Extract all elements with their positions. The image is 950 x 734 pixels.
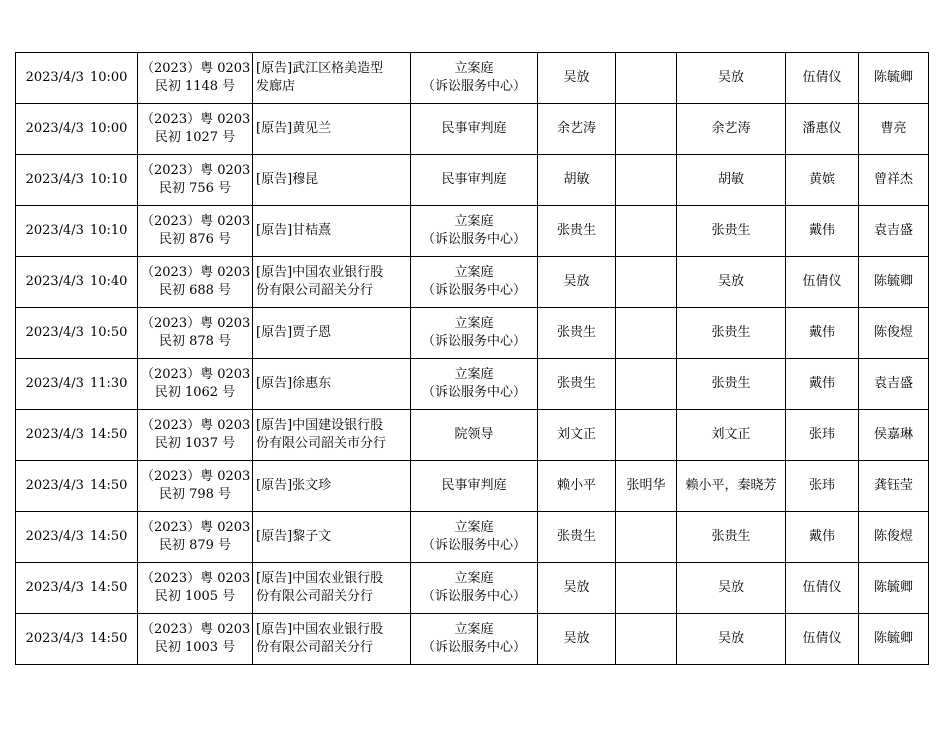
- party-line1: [原告]中国农业银行股: [256, 571, 384, 586]
- party-line1: [原告]武江区格美造型: [256, 61, 384, 76]
- case-number-line1: （2023）粤 0203: [141, 469, 251, 484]
- case-number-cell: [138, 308, 253, 359]
- department-line2: （诉讼服务中心）: [421, 385, 526, 400]
- hearing-date: 2023/4/3: [25, 70, 84, 85]
- recorder: 龚钰莹: [873, 478, 913, 493]
- hearing-date: 2023/4/3: [25, 478, 84, 493]
- hearing-schedule-body: [16, 53, 929, 665]
- panel-members-cell: [677, 563, 786, 614]
- hearing-time: 14:50: [89, 631, 128, 646]
- presiding-judge: 吴放: [563, 580, 590, 595]
- party-line1: [原告]贾子恩: [256, 325, 332, 340]
- hearing-time: 10:10: [89, 223, 128, 238]
- department-line1: 立案庭: [454, 214, 494, 229]
- party-line1: [原告]中国农业银行股: [256, 622, 384, 637]
- panel-members: 刘文正: [711, 427, 751, 442]
- clerk: 戴伟: [808, 529, 835, 544]
- department-cell: [411, 410, 538, 461]
- presiding-judge-cell: [538, 206, 616, 257]
- presiding-judge: 张贵生: [556, 376, 596, 391]
- panel-members: 余艺涛: [711, 121, 751, 136]
- table-row: [16, 614, 929, 665]
- presiding-judge-cell: [538, 614, 616, 665]
- hearing-time: 10:00: [89, 70, 128, 85]
- assessor-cell: [616, 155, 677, 206]
- party-cell: [253, 155, 411, 206]
- panel-members-cell: [677, 461, 786, 512]
- clerk-cell: [786, 104, 859, 155]
- case-number-cell: [138, 461, 253, 512]
- case-number-line1: （2023）粤 0203: [141, 61, 251, 76]
- party-line1: [原告]中国建设银行股: [256, 418, 384, 433]
- recorder-cell: [859, 308, 929, 359]
- department-line1: 院领导: [454, 427, 494, 442]
- department-line2: （诉讼服务中心）: [421, 589, 526, 604]
- hearing-time: 10:00: [89, 121, 128, 136]
- presiding-judge: 胡敏: [563, 172, 590, 187]
- presiding-judge: 赖小平: [556, 478, 596, 493]
- hearing-datetime-cell: [16, 512, 138, 563]
- party-cell: [253, 512, 411, 563]
- department-line1: 立案庭: [454, 265, 494, 280]
- recorder: 陈毓卿: [873, 631, 913, 646]
- panel-members-cell: [677, 104, 786, 155]
- case-number-cell: [138, 53, 253, 104]
- presiding-judge: 吴放: [563, 70, 590, 85]
- case-number-line2: 民初 879 号: [158, 538, 232, 553]
- recorder-cell: [859, 257, 929, 308]
- party-line1: [原告]黎子文: [256, 529, 332, 544]
- party-cell: [253, 257, 411, 308]
- presiding-judge: 张贵生: [556, 325, 596, 340]
- presiding-judge-cell: [538, 308, 616, 359]
- party-cell: [253, 104, 411, 155]
- presiding-judge-cell: [538, 155, 616, 206]
- panel-members-cell: [677, 53, 786, 104]
- department-line1: 立案庭: [454, 571, 494, 586]
- party-cell: [253, 410, 411, 461]
- department-line2: （诉讼服务中心）: [421, 79, 526, 94]
- recorder: 侯嘉琳: [873, 427, 913, 442]
- department-cell: [411, 104, 538, 155]
- case-number-cell: [138, 410, 253, 461]
- panel-members: 张贵生: [711, 376, 751, 391]
- department-cell: [411, 563, 538, 614]
- recorder: 陈毓卿: [873, 580, 913, 595]
- party-cell: [253, 53, 411, 104]
- recorder: 曹亮: [880, 121, 907, 136]
- party-line2: 份有限公司韶关分行: [256, 283, 374, 298]
- presiding-judge-cell: [538, 410, 616, 461]
- hearing-date: 2023/4/3: [25, 223, 84, 238]
- recorder-cell: [859, 410, 929, 461]
- clerk-cell: [786, 257, 859, 308]
- clerk: 潘惠仪: [802, 121, 842, 136]
- panel-members-cell: [677, 206, 786, 257]
- hearing-datetime-cell: [16, 410, 138, 461]
- case-number-line1: （2023）粤 0203: [141, 367, 251, 382]
- department-line2: （诉讼服务中心）: [421, 283, 526, 298]
- clerk: 伍倩仪: [802, 70, 842, 85]
- hearing-time: 10:50: [89, 325, 128, 340]
- case-number-line1: （2023）粤 0203: [141, 520, 251, 535]
- hearing-time: 14:50: [89, 529, 128, 544]
- panel-members: 胡敏: [717, 172, 744, 187]
- presiding-judge: 张贵生: [556, 529, 596, 544]
- department-cell: [411, 206, 538, 257]
- department-line1: 立案庭: [454, 316, 494, 331]
- hearing-time: 14:50: [89, 427, 128, 442]
- table-row: [16, 461, 929, 512]
- table-row: [16, 206, 929, 257]
- department-line1: 立案庭: [454, 622, 494, 637]
- case-number-line2: 民初 878 号: [158, 334, 232, 349]
- assessor-cell: [616, 410, 677, 461]
- assessor-cell: [616, 308, 677, 359]
- department-line1: 民事审判庭: [441, 121, 507, 136]
- clerk-cell: [786, 155, 859, 206]
- panel-members: 吴放: [717, 631, 744, 646]
- panel-members-cell: [677, 614, 786, 665]
- recorder-cell: [859, 359, 929, 410]
- clerk-cell: [786, 563, 859, 614]
- clerk: 戴伟: [808, 376, 835, 391]
- table-row: [16, 155, 929, 206]
- assessor-cell: [616, 104, 677, 155]
- party-cell: [253, 614, 411, 665]
- clerk: 戴伟: [808, 223, 835, 238]
- panel-members: 吴放: [717, 580, 744, 595]
- recorder: 陈毓卿: [873, 274, 913, 289]
- party-line2: 份有限公司韶关分行: [256, 640, 374, 655]
- presiding-judge: 张贵生: [556, 223, 596, 238]
- recorder-cell: [859, 104, 929, 155]
- clerk: 张玮: [808, 427, 835, 442]
- hearing-date: 2023/4/3: [25, 529, 84, 544]
- department-cell: [411, 359, 538, 410]
- department-line1: 立案庭: [454, 520, 494, 535]
- case-number-cell: [138, 614, 253, 665]
- hearing-time: 10:10: [89, 172, 128, 187]
- hearing-date: 2023/4/3: [25, 580, 84, 595]
- recorder: 陈俊煜: [873, 325, 913, 340]
- panel-members-cell: [677, 155, 786, 206]
- recorder-cell: [859, 563, 929, 614]
- case-number-line1: （2023）粤 0203: [141, 418, 251, 433]
- presiding-judge: 吴放: [563, 631, 590, 646]
- panel-members-cell: [677, 257, 786, 308]
- case-number-line2: 民初 1148 号: [154, 79, 236, 94]
- recorder: 袁吉盛: [873, 376, 913, 391]
- party-line1: [原告]徐惠东: [256, 376, 332, 391]
- hearing-date: 2023/4/3: [25, 172, 84, 187]
- recorder: 陈俊煜: [873, 529, 913, 544]
- assessor-cell: [616, 206, 677, 257]
- department-cell: [411, 53, 538, 104]
- clerk: 伍倩仪: [802, 580, 842, 595]
- presiding-judge-cell: [538, 359, 616, 410]
- hearing-date: 2023/4/3: [25, 376, 84, 391]
- table-row: [16, 563, 929, 614]
- case-number-cell: [138, 104, 253, 155]
- department-cell: [411, 614, 538, 665]
- presiding-judge-cell: [538, 461, 616, 512]
- recorder-cell: [859, 512, 929, 563]
- case-number-line1: （2023）粤 0203: [141, 265, 251, 280]
- hearing-datetime-cell: [16, 155, 138, 206]
- clerk-cell: [786, 359, 859, 410]
- hearing-datetime-cell: [16, 461, 138, 512]
- department-line2: （诉讼服务中心）: [421, 334, 526, 349]
- case-number-cell: [138, 155, 253, 206]
- table-row: [16, 359, 929, 410]
- hearing-schedule-table: [15, 52, 929, 665]
- clerk: 戴伟: [808, 325, 835, 340]
- presiding-judge-cell: [538, 563, 616, 614]
- panel-members: 赖小平，秦晓芳: [685, 478, 777, 493]
- assessor-cell: [616, 257, 677, 308]
- hearing-datetime-cell: [16, 104, 138, 155]
- party-line1: [原告]黄见兰: [256, 121, 332, 136]
- assessor-cell: [616, 461, 677, 512]
- clerk: 黄嫔: [808, 172, 835, 187]
- recorder-cell: [859, 461, 929, 512]
- case-number-cell: [138, 563, 253, 614]
- case-number-line2: 民初 798 号: [158, 487, 232, 502]
- recorder-cell: [859, 155, 929, 206]
- hearing-datetime-cell: [16, 53, 138, 104]
- presiding-judge-cell: [538, 512, 616, 563]
- table-row: [16, 512, 929, 563]
- assessor-cell: [616, 512, 677, 563]
- department-line1: 民事审判庭: [441, 478, 507, 493]
- party-cell: [253, 308, 411, 359]
- panel-members: 张贵生: [711, 325, 751, 340]
- party-line2: 份有限公司韶关分行: [256, 589, 374, 604]
- party-cell: [253, 359, 411, 410]
- clerk-cell: [786, 53, 859, 104]
- department-line2: （诉讼服务中心）: [421, 538, 526, 553]
- party-cell: [253, 461, 411, 512]
- department-line1: 立案庭: [454, 61, 494, 76]
- case-number-line2: 民初 876 号: [158, 232, 232, 247]
- case-number-line2: 民初 1037 号: [154, 436, 236, 451]
- hearing-time: 14:50: [89, 580, 128, 595]
- hearing-date: 2023/4/3: [25, 274, 84, 289]
- hearing-date: 2023/4/3: [25, 631, 84, 646]
- panel-members-cell: [677, 410, 786, 461]
- assessor-cell: [616, 563, 677, 614]
- hearing-datetime-cell: [16, 614, 138, 665]
- party-line1: [原告]张文珍: [256, 478, 332, 493]
- case-number-line1: （2023）粤 0203: [141, 316, 251, 331]
- hearing-datetime-cell: [16, 359, 138, 410]
- case-number-cell: [138, 512, 253, 563]
- assessor: 张明华: [626, 478, 666, 493]
- table-row: [16, 308, 929, 359]
- hearing-date: 2023/4/3: [25, 121, 84, 136]
- party-line1: [原告]中国农业银行股: [256, 265, 384, 280]
- recorder: 袁吉盛: [873, 223, 913, 238]
- clerk: 伍倩仪: [802, 631, 842, 646]
- case-number-line2: 民初 1003 号: [154, 640, 236, 655]
- hearing-time: 10:40: [89, 274, 128, 289]
- hearing-datetime-cell: [16, 308, 138, 359]
- panel-members: 张贵生: [711, 529, 751, 544]
- department-cell: [411, 512, 538, 563]
- case-number-line1: （2023）粤 0203: [141, 112, 251, 127]
- department-line1: 立案庭: [454, 367, 494, 382]
- case-number-line1: （2023）粤 0203: [141, 571, 251, 586]
- table-row: [16, 410, 929, 461]
- assessor-cell: [616, 359, 677, 410]
- recorder-cell: [859, 614, 929, 665]
- department-cell: [411, 155, 538, 206]
- case-number-line1: （2023）粤 0203: [141, 622, 251, 637]
- panel-members-cell: [677, 308, 786, 359]
- table-row: [16, 53, 929, 104]
- clerk-cell: [786, 614, 859, 665]
- table-row: [16, 257, 929, 308]
- department-cell: [411, 308, 538, 359]
- case-number-line2: 民初 756 号: [158, 181, 232, 196]
- party-line1: [原告]甘桔熹: [256, 223, 332, 238]
- department-cell: [411, 257, 538, 308]
- case-number-line1: （2023）粤 0203: [141, 214, 251, 229]
- department-line2: （诉讼服务中心）: [421, 232, 526, 247]
- hearing-date: 2023/4/3: [25, 427, 84, 442]
- hearing-time: 11:30: [89, 376, 128, 391]
- party-line1: [原告]穆昆: [256, 172, 319, 187]
- panel-members-cell: [677, 359, 786, 410]
- hearing-datetime-cell: [16, 257, 138, 308]
- presiding-judge-cell: [538, 104, 616, 155]
- department-line2: （诉讼服务中心）: [421, 640, 526, 655]
- hearing-time: 14:50: [89, 478, 128, 493]
- case-number-line2: 民初 1027 号: [154, 130, 236, 145]
- party-line2: 份有限公司韶关市分行: [256, 436, 387, 451]
- panel-members: 张贵生: [711, 223, 751, 238]
- hearing-datetime-cell: [16, 563, 138, 614]
- department-line1: 民事审判庭: [441, 172, 507, 187]
- party-cell: [253, 563, 411, 614]
- presiding-judge-cell: [538, 53, 616, 104]
- table-row: [16, 104, 929, 155]
- clerk-cell: [786, 308, 859, 359]
- case-number-line2: 民初 1062 号: [154, 385, 236, 400]
- case-number-cell: [138, 206, 253, 257]
- recorder: 陈毓卿: [873, 70, 913, 85]
- clerk: 伍倩仪: [802, 274, 842, 289]
- hearing-date: 2023/4/3: [25, 325, 84, 340]
- case-number-line1: （2023）粤 0203: [141, 163, 251, 178]
- clerk-cell: [786, 410, 859, 461]
- panel-members-cell: [677, 512, 786, 563]
- case-number-line2: 民初 688 号: [158, 283, 232, 298]
- party-line2: 发廊店: [256, 79, 296, 94]
- hearing-datetime-cell: [16, 206, 138, 257]
- clerk-cell: [786, 461, 859, 512]
- presiding-judge-cell: [538, 257, 616, 308]
- assessor-cell: [616, 53, 677, 104]
- clerk: 张玮: [808, 478, 835, 493]
- assessor-cell: [616, 614, 677, 665]
- clerk-cell: [786, 512, 859, 563]
- panel-members: 吴放: [717, 70, 744, 85]
- presiding-judge: 吴放: [563, 274, 590, 289]
- presiding-judge: 余艺涛: [556, 121, 596, 136]
- case-number-line2: 民初 1005 号: [154, 589, 236, 604]
- clerk-cell: [786, 206, 859, 257]
- panel-members: 吴放: [717, 274, 744, 289]
- recorder: 曾祥杰: [873, 172, 913, 187]
- recorder-cell: [859, 206, 929, 257]
- case-number-cell: [138, 257, 253, 308]
- recorder-cell: [859, 53, 929, 104]
- party-cell: [253, 206, 411, 257]
- case-number-cell: [138, 359, 253, 410]
- department-cell: [411, 461, 538, 512]
- presiding-judge: 刘文正: [556, 427, 596, 442]
